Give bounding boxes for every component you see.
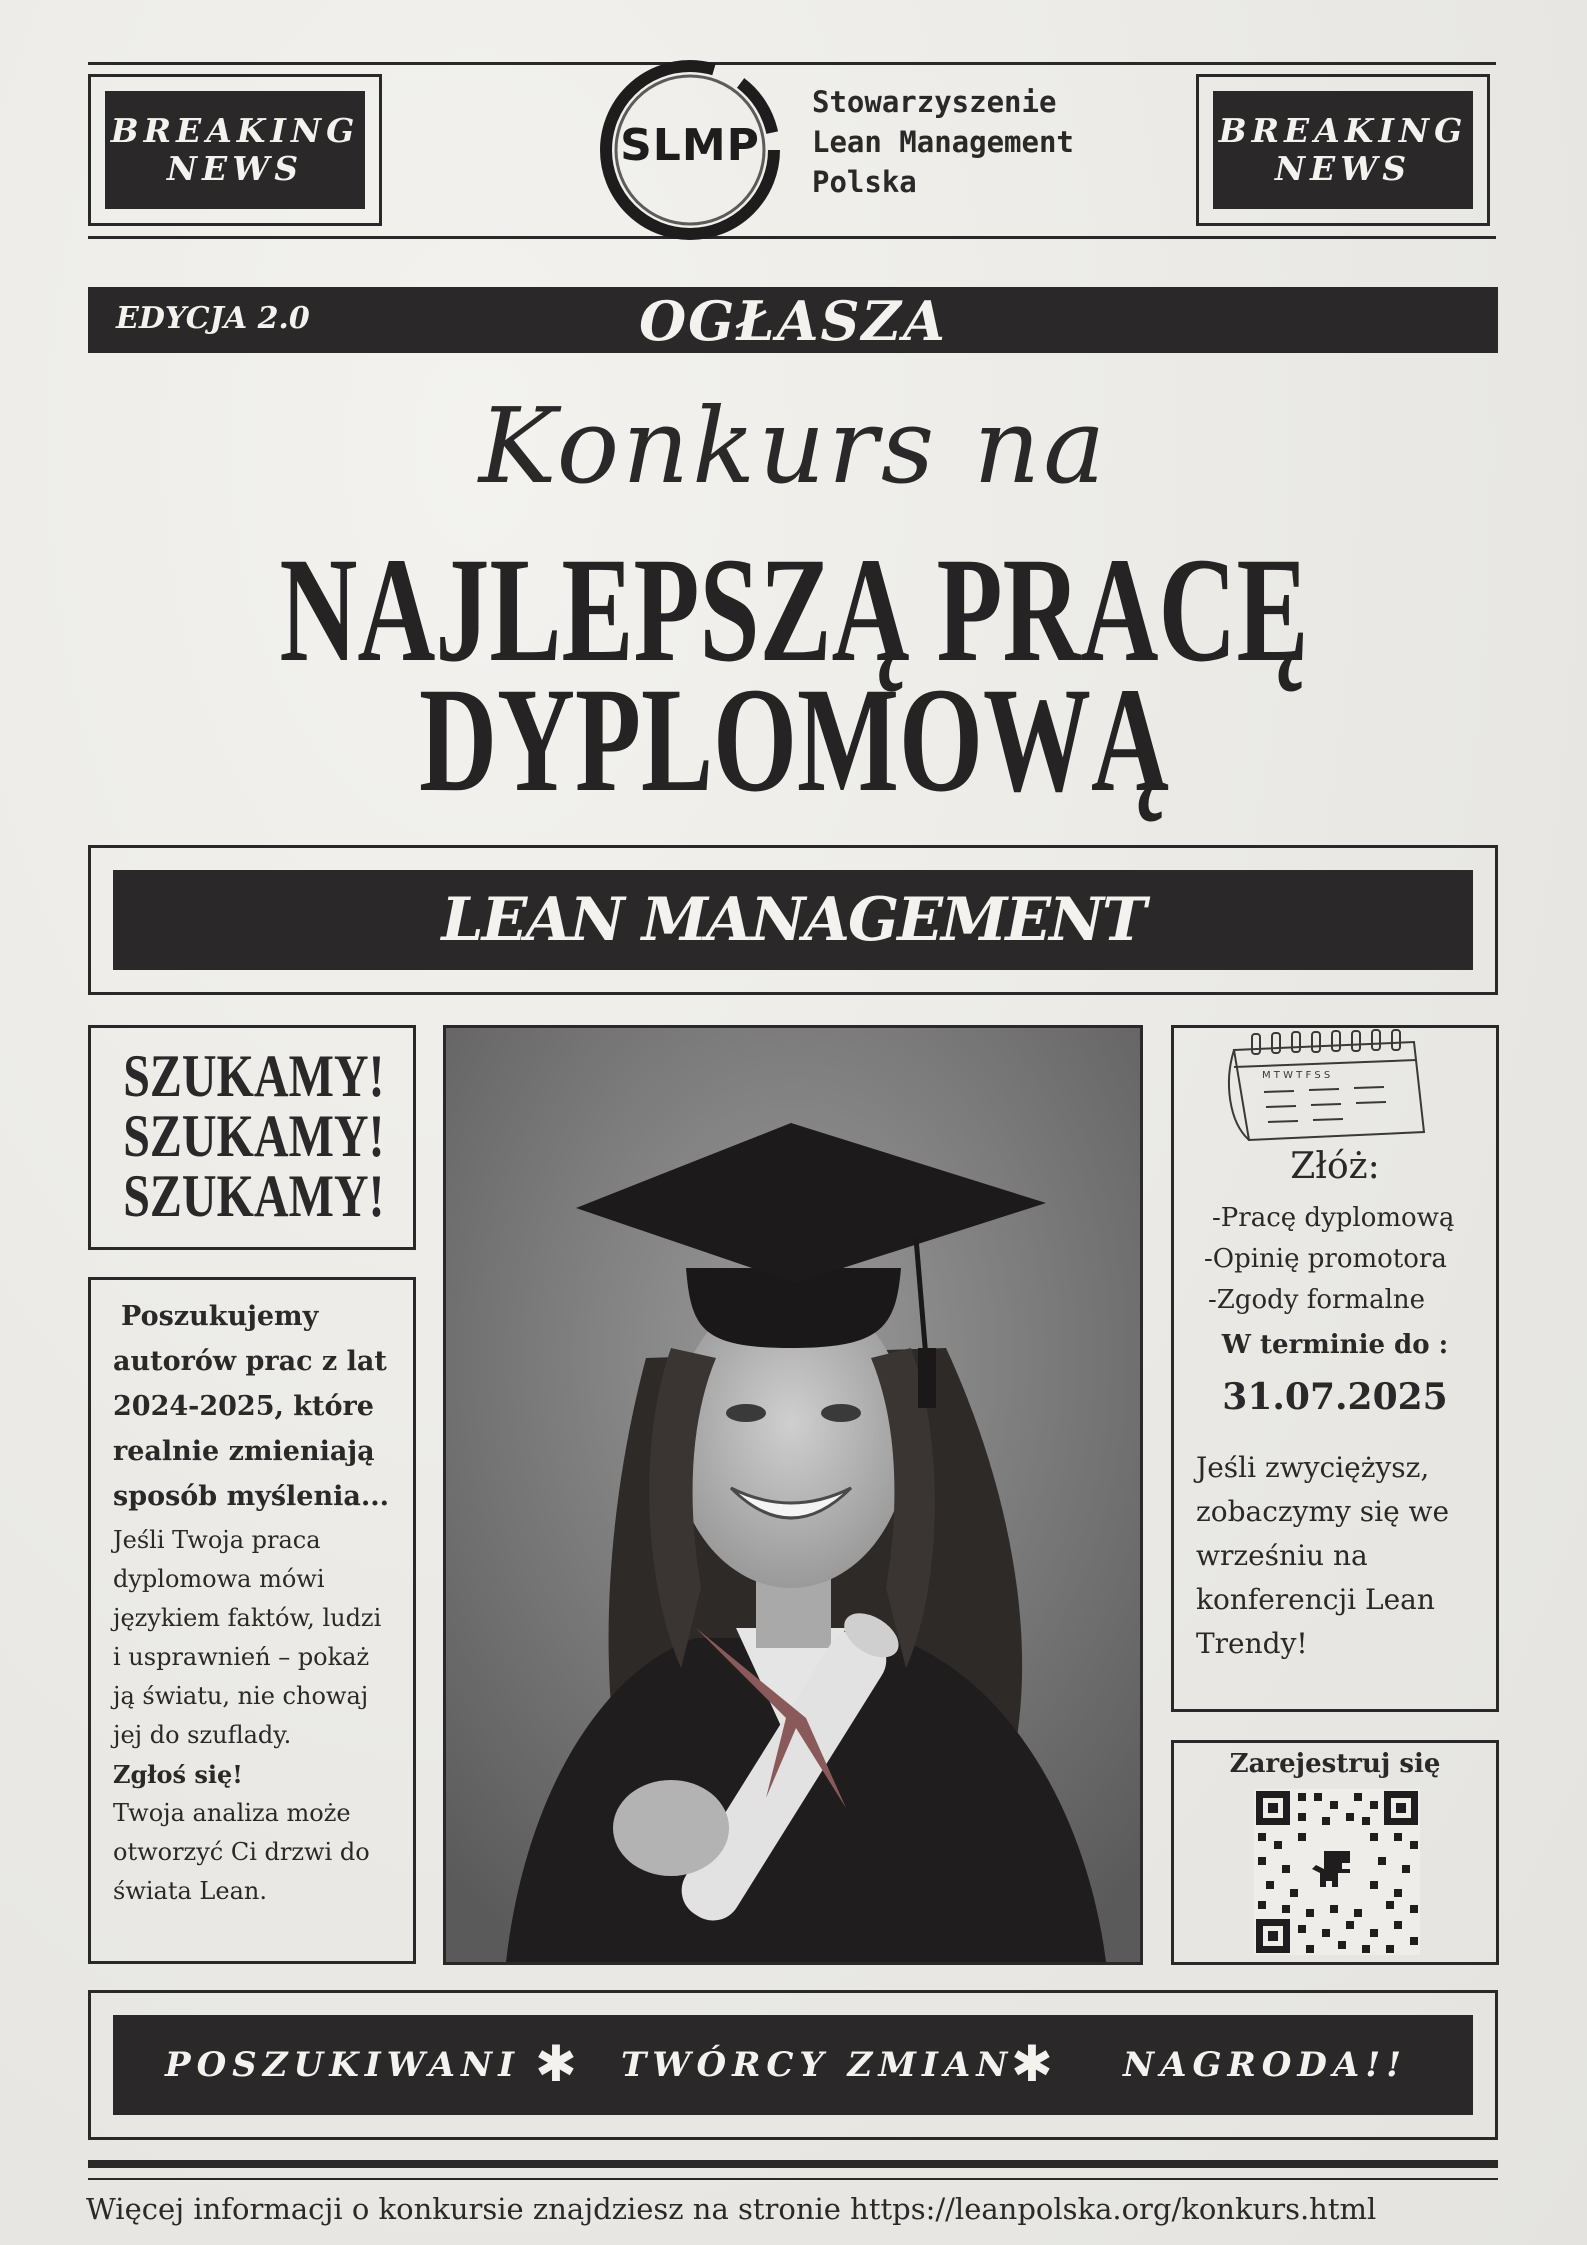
title-main-2-text: DYPLOMOWĄ — [418, 657, 1169, 823]
breaking-news-right-frame — [1196, 74, 1490, 226]
deadline-date: 31.07.2025 — [1222, 1376, 1448, 1418]
banner-wanted: POSZUKIWANI — [165, 2045, 521, 2085]
searching-line: SZUKAMY! — [123, 1163, 385, 1229]
outro-line: wrześniu na — [1196, 1539, 1368, 1572]
title-main-2 — [0, 657, 1587, 823]
topic-frame — [88, 845, 1498, 995]
breaking-news-right — [1213, 91, 1473, 209]
submit-heading: Złóż: — [1290, 1146, 1380, 1187]
slmp-logo — [590, 50, 790, 250]
title-script: Konkurs na — [478, 385, 1109, 507]
org-name-line3: Polska — [812, 165, 917, 199]
asterisk-icon: ✱ — [535, 2035, 577, 2093]
submit-list — [1204, 1198, 1454, 1321]
announces-label: OGŁASZA — [639, 289, 947, 353]
bottom-banner — [113, 2015, 1473, 2115]
body-line: ją światu, nie chowaj — [113, 1682, 369, 1710]
breaking-news-left-frame — [88, 74, 382, 226]
footer-rule-thin — [88, 2178, 1498, 2180]
deadline-label: W terminie do : — [1221, 1330, 1449, 1360]
submit-item: -Zgody formalne — [1208, 1285, 1426, 1315]
outro-line: konferencji Lean — [1196, 1583, 1435, 1616]
searching-line: SZUKAMY! — [123, 1103, 385, 1169]
outro-line: Jeśli zwyciężysz, — [1196, 1451, 1430, 1484]
body-line: Twoja analiza może — [113, 1799, 351, 1827]
intro-line: 2024-2025, które — [113, 1391, 374, 1422]
outro-line: zobaczymy się we — [1196, 1495, 1450, 1528]
description-content — [113, 1294, 413, 1911]
body-line: Jeśli Twoja praca — [113, 1526, 321, 1554]
logo-text: SLMP — [620, 120, 760, 171]
banner-prize: NAGRODA!! — [1123, 2045, 1408, 2085]
banner-change-makers: TWÓRCY ZMIAN — [621, 2045, 1014, 2085]
intro-line: realnie zmieniają — [113, 1436, 375, 1467]
top-rule — [88, 62, 1496, 65]
org-name-line2: Lean Management — [812, 125, 1074, 159]
footer-text[interactable]: Więcej informacji o konkursie znajdziesz na stronie https://leanpolska.org/konkurs.html — [86, 2192, 1377, 2226]
edition-banner — [88, 287, 1498, 353]
body-line: językiem faktów, ludzi — [113, 1604, 382, 1632]
register-box — [1171, 1740, 1499, 1965]
submit-item: -Opinię promotora — [1204, 1244, 1447, 1274]
edition-label: EDYCJA 2.0 — [116, 301, 310, 336]
org-name — [812, 82, 1074, 202]
calendar-icon — [1214, 1022, 1444, 1152]
calendar-days: M T W T F S S — [1262, 1070, 1331, 1081]
intro-line: autorów prac z lat — [113, 1346, 387, 1377]
outro-text — [1196, 1446, 1449, 1666]
submit-box — [1171, 1025, 1499, 1712]
intro-line: Poszukujemy — [121, 1301, 319, 1332]
topic-text: LEAN MANAGEMENT — [441, 885, 1145, 955]
asterisk-icon: ✱ — [1011, 2035, 1053, 2093]
breaking-news-left — [105, 91, 365, 209]
footer-rule-thick — [88, 2160, 1498, 2168]
searching-lines — [91, 1043, 413, 1229]
bottom-banner-frame — [88, 1990, 1498, 2140]
body-line: dyplomowa mówi — [113, 1565, 325, 1593]
searching-box — [88, 1025, 416, 1250]
description-box — [88, 1277, 416, 1964]
graduate-photo — [443, 1025, 1143, 1965]
body-line: świata Lean. — [113, 1877, 267, 1905]
body-line: i usprawnień – pokaż — [113, 1643, 370, 1671]
register-label[interactable]: Zarejestruj się — [1229, 1749, 1441, 1779]
body-line: jej do szuflady. — [113, 1721, 292, 1749]
breaking-news-left-text: BREAKING NEWS — [110, 111, 360, 188]
searching-line: SZUKAMY! — [123, 1043, 385, 1109]
qr-code-icon[interactable] — [1254, 1789, 1420, 1955]
breaking-news-right-text: BREAKING NEWS — [1218, 111, 1468, 188]
topic-bar — [113, 870, 1473, 970]
header-rule — [88, 236, 1496, 239]
org-name-line1: Stowarzyszenie — [812, 85, 1057, 119]
cta-text: Zgłoś się! — [113, 1760, 243, 1789]
intro-line: sposób myślenia... — [113, 1481, 390, 1512]
body-text — [113, 1521, 413, 1911]
outro-line: Trendy! — [1196, 1627, 1308, 1660]
title-main-1-text: NAJLEPSZĄ PRACĘ — [278, 527, 1309, 693]
submit-item: -Pracę dyplomową — [1212, 1203, 1455, 1233]
intro-text — [113, 1294, 413, 1519]
graduate-illustration — [446, 1028, 1140, 1962]
body-line: otworzyć Ci drzwi do — [113, 1838, 370, 1866]
